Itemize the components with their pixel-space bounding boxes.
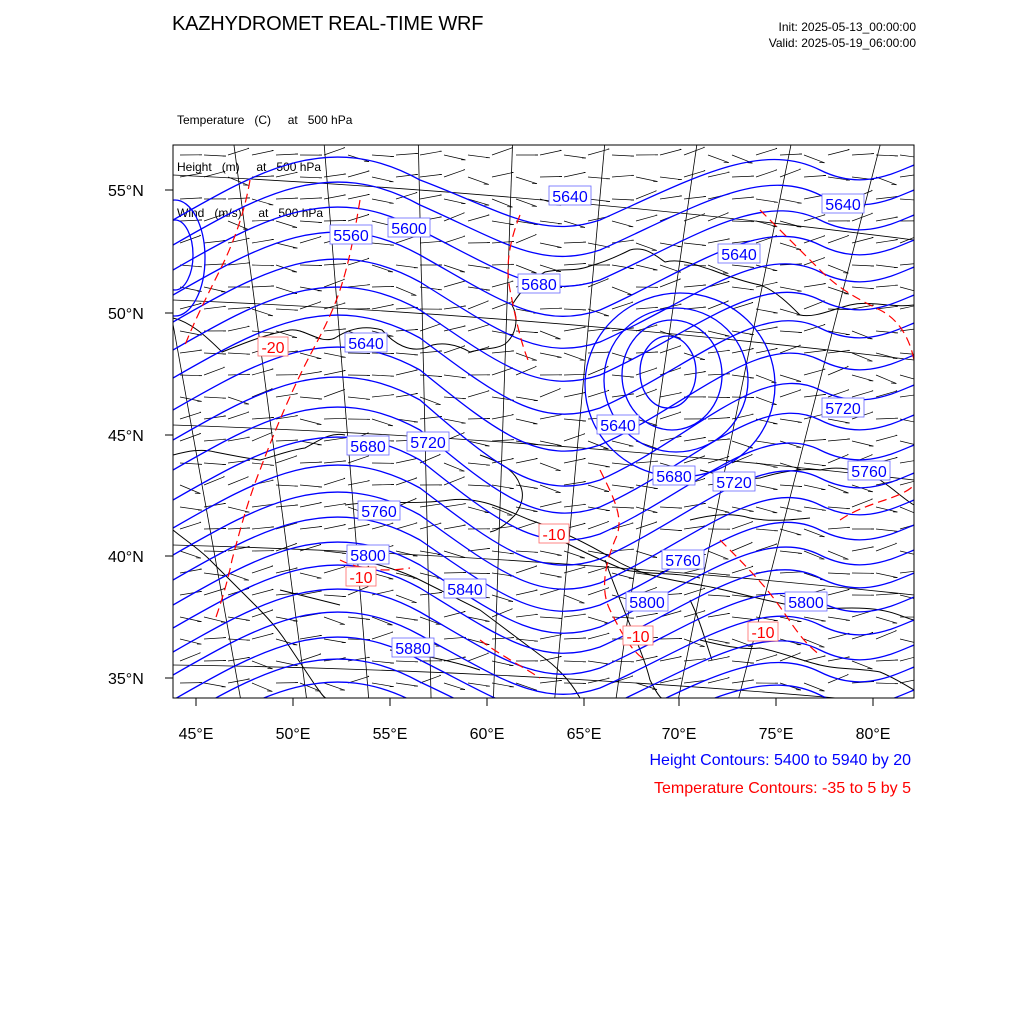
map-frame [173,145,914,698]
svg-text:-10: -10 [542,527,566,544]
svg-text:5840: 5840 [447,582,483,599]
height-contour-label [785,592,827,612]
height-contours [145,157,914,755]
temperature-contour-label [346,567,376,587]
map-title: KAZHYDROMET REAL-TIME WRF [172,13,484,35]
svg-text:5800: 5800 [350,548,386,565]
height-contour-label [713,472,755,492]
longitude-label: 55°E [372,726,408,743]
longitude-labels [179,726,891,743]
height-contour-label [662,550,704,570]
longitude-label: 80°E [855,726,891,743]
temperature-contour-info: Temperature Contours: -35 to 5 by 5 [653,780,911,797]
svg-text:5720: 5720 [716,475,752,492]
svg-text:5640: 5640 [552,189,588,206]
latitude-labels [108,183,144,688]
height-contour-info: Height Contours: 5400 to 5940 by 20 [649,752,911,769]
svg-text:5760: 5760 [361,504,397,521]
svg-text:5760: 5760 [665,553,701,570]
height-contour-label [549,186,591,206]
init-time: Init: 2025-05-13_00:00:00 [778,20,916,34]
temperature-contour-label [539,524,569,544]
svg-text:5640: 5640 [721,247,757,264]
height-contour-label [330,225,372,245]
height-contour-label [444,579,486,599]
svg-text:5680: 5680 [521,277,557,294]
height-contour-label [626,592,668,612]
temperature-contour-label [623,626,653,646]
height-contour-label [347,545,389,565]
svg-text:5680: 5680 [350,439,386,456]
svg-text:5560: 5560 [333,228,369,245]
svg-text:5800: 5800 [788,595,824,612]
longitude-label: 65°E [566,726,602,743]
latitude-label: 35°N [108,671,144,688]
latitude-label: 55°N [108,183,144,200]
field-height: Height (m) at 500 hPa [177,159,322,174]
temperature-contour-label [748,622,778,642]
latitude-label: 40°N [108,549,144,566]
height-contour-label [347,436,389,456]
longitude-label: 60°E [469,726,505,743]
longitude-label: 50°E [275,726,311,743]
temperature-contour-label [258,337,288,357]
svg-text:5640: 5640 [600,418,636,435]
svg-text:5760: 5760 [851,464,887,481]
valid-time: Valid: 2025-05-19_06:00:00 [768,36,916,50]
field-wind: Wind (m/s) at 500 hPa [177,206,324,220]
svg-text:5640: 5640 [825,197,861,214]
height-contour-label [653,466,695,486]
height-contour-label [407,432,449,452]
svg-text:5600: 5600 [391,221,427,238]
longitude-label: 70°E [661,726,697,743]
height-contour-label [388,218,430,238]
svg-text:5800: 5800 [629,595,665,612]
field-temperature: Temperature (C) at 500 hPa [177,113,353,127]
svg-text:-20: -20 [261,340,285,357]
height-contour-label [822,398,864,418]
height-contour-label [392,638,434,658]
svg-text:5680: 5680 [656,469,692,486]
height-contour-label [822,194,864,214]
latitude-label: 45°N [108,428,144,445]
height-contour-label [518,274,560,294]
svg-text:-10: -10 [626,629,650,646]
svg-text:5720: 5720 [410,435,446,452]
height-contour-label [718,244,760,264]
svg-text:-10: -10 [349,570,373,587]
svg-text:-10: -10 [751,625,775,642]
latitude-label: 50°N [108,306,144,323]
height-contour-label [358,501,400,521]
svg-text:5880: 5880 [395,641,431,658]
longitude-label: 75°E [758,726,794,743]
svg-text:5720: 5720 [825,401,861,418]
longitude-label: 45°E [178,726,214,743]
height-contour-label [597,415,639,435]
height-contour-label [848,461,890,481]
height-contour-label [345,333,387,353]
svg-text:5640: 5640 [348,336,384,353]
